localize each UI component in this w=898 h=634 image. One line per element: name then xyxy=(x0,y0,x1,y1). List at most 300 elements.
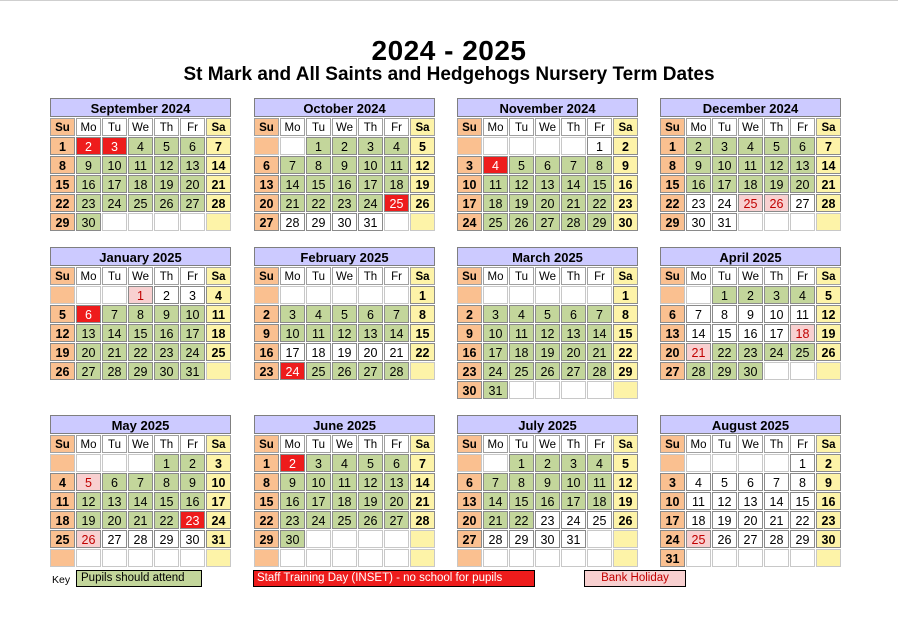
day-header: Fr xyxy=(180,118,205,136)
day-cell: 18 xyxy=(50,511,75,529)
empty-cell xyxy=(587,549,612,567)
day-cell: 23 xyxy=(738,343,763,361)
month-title: April 2025 xyxy=(660,247,841,266)
day-cell: 5 xyxy=(50,305,75,323)
day-cell: 15 xyxy=(254,492,279,510)
day-cell: 23 xyxy=(280,511,305,529)
empty-cell xyxy=(254,137,279,155)
day-header: We xyxy=(332,267,357,285)
day-header: We xyxy=(128,267,153,285)
day-cell: 1 xyxy=(660,137,685,155)
day-cell: 3 xyxy=(102,137,127,155)
month-title: March 2025 xyxy=(457,247,638,266)
day-cell: 29 xyxy=(254,530,279,548)
day-cell: 17 xyxy=(280,343,305,361)
day-cell: 23 xyxy=(154,343,179,361)
day-cell: 10 xyxy=(102,156,127,174)
day-cell: 27 xyxy=(561,362,586,380)
day-header: Tu xyxy=(306,267,331,285)
day-cell: 8 xyxy=(254,473,279,491)
day-header: Tu xyxy=(712,435,737,453)
day-cell: 5 xyxy=(358,454,383,472)
day-cell: 2 xyxy=(332,137,357,155)
day-cell: 25 xyxy=(306,362,331,380)
empty-cell xyxy=(613,381,638,399)
empty-cell xyxy=(712,549,737,567)
day-header: Su xyxy=(457,267,482,285)
day-header: Fr xyxy=(587,267,612,285)
empty-cell xyxy=(764,454,789,472)
day-cell: 28 xyxy=(280,213,305,231)
day-cell: 4 xyxy=(128,137,153,155)
day-cell: 2 xyxy=(280,454,305,472)
day-cell: 29 xyxy=(509,530,534,548)
month-title: November 2024 xyxy=(457,98,638,117)
day-cell: 7 xyxy=(561,156,586,174)
day-cell: 6 xyxy=(738,473,763,491)
day-cell: 26 xyxy=(332,362,357,380)
day-cell: 6 xyxy=(76,305,101,323)
month-title: February 2025 xyxy=(254,247,435,266)
empty-cell xyxy=(738,549,763,567)
day-cell: 22 xyxy=(660,194,685,212)
empty-cell xyxy=(306,530,331,548)
day-cell: 29 xyxy=(790,530,815,548)
empty-cell xyxy=(280,549,305,567)
empty-cell xyxy=(384,530,409,548)
day-header: Su xyxy=(50,267,75,285)
day-cell: 26 xyxy=(764,194,789,212)
day-cell: 14 xyxy=(206,156,231,174)
day-header: Th xyxy=(764,435,789,453)
empty-cell xyxy=(613,530,638,548)
day-header: Fr xyxy=(384,118,409,136)
day-cell: 1 xyxy=(790,454,815,472)
day-cell: 24 xyxy=(180,343,205,361)
day-cell: 10 xyxy=(280,324,305,342)
empty-cell xyxy=(358,286,383,304)
day-cell: 5 xyxy=(154,137,179,155)
day-header: Fr xyxy=(587,118,612,136)
empty-cell xyxy=(535,381,560,399)
day-cell: 1 xyxy=(254,454,279,472)
day-cell: 26 xyxy=(712,530,737,548)
day-cell: 14 xyxy=(384,324,409,342)
empty-cell xyxy=(509,286,534,304)
day-cell: 28 xyxy=(816,194,841,212)
empty-cell xyxy=(332,286,357,304)
day-cell: 20 xyxy=(180,175,205,193)
empty-cell xyxy=(384,286,409,304)
day-header: Mo xyxy=(483,118,508,136)
day-cell: 28 xyxy=(483,530,508,548)
day-cell: 8 xyxy=(410,305,435,323)
day-cell: 5 xyxy=(410,137,435,155)
day-cell: 4 xyxy=(332,454,357,472)
day-cell: 17 xyxy=(457,194,482,212)
day-cell: 16 xyxy=(180,492,205,510)
month-calendar xyxy=(254,415,435,567)
month-grid xyxy=(660,267,841,380)
day-header: Th xyxy=(154,435,179,453)
day-cell: 4 xyxy=(384,137,409,155)
empty-cell xyxy=(410,530,435,548)
day-cell: 27 xyxy=(457,530,482,548)
empty-cell xyxy=(410,549,435,567)
day-cell: 22 xyxy=(50,194,75,212)
day-cell: 15 xyxy=(613,324,638,342)
empty-cell xyxy=(154,549,179,567)
day-cell: 3 xyxy=(561,454,586,472)
month-title: January 2025 xyxy=(50,247,231,266)
day-cell: 27 xyxy=(790,194,815,212)
empty-cell xyxy=(50,549,75,567)
day-cell: 12 xyxy=(764,156,789,174)
day-cell: 22 xyxy=(128,343,153,361)
empty-cell xyxy=(561,381,586,399)
day-cell: 13 xyxy=(384,473,409,491)
day-cell: 31 xyxy=(180,362,205,380)
day-cell: 25 xyxy=(206,343,231,361)
empty-cell xyxy=(509,549,534,567)
empty-cell xyxy=(738,213,763,231)
empty-cell xyxy=(686,286,711,304)
empty-cell xyxy=(457,137,482,155)
day-cell: 8 xyxy=(50,156,75,174)
day-header: We xyxy=(535,118,560,136)
day-cell: 22 xyxy=(587,194,612,212)
day-cell: 13 xyxy=(790,156,815,174)
day-cell: 8 xyxy=(613,305,638,323)
empty-cell xyxy=(816,549,841,567)
month-calendar xyxy=(457,98,638,231)
day-cell: 12 xyxy=(76,492,101,510)
day-header: Mo xyxy=(686,118,711,136)
empty-cell xyxy=(50,286,75,304)
month-calendar xyxy=(457,247,638,399)
empty-cell xyxy=(587,381,612,399)
page-title: 2024 - 2025 xyxy=(371,35,527,66)
day-cell: 15 xyxy=(712,324,737,342)
day-cell: 19 xyxy=(358,492,383,510)
month-calendar xyxy=(50,247,231,380)
day-header: Tu xyxy=(306,435,331,453)
day-header: Fr xyxy=(180,267,205,285)
day-cell: 17 xyxy=(306,492,331,510)
day-cell: 18 xyxy=(509,343,534,361)
day-header: Sa xyxy=(206,267,231,285)
day-header: We xyxy=(738,267,763,285)
day-cell: 21 xyxy=(816,175,841,193)
day-header: We xyxy=(332,118,357,136)
month-grid xyxy=(254,435,435,567)
day-cell: 19 xyxy=(332,343,357,361)
day-header: Tu xyxy=(306,118,331,136)
empty-cell xyxy=(483,549,508,567)
empty-cell xyxy=(206,213,231,231)
day-cell: 23 xyxy=(76,194,101,212)
day-cell: 30 xyxy=(535,530,560,548)
day-cell: 26 xyxy=(410,194,435,212)
day-cell: 14 xyxy=(483,492,508,510)
day-header: We xyxy=(535,267,560,285)
empty-cell xyxy=(102,454,127,472)
day-cell: 24 xyxy=(764,343,789,361)
day-cell: 21 xyxy=(410,492,435,510)
empty-cell xyxy=(509,381,534,399)
day-cell: 11 xyxy=(332,473,357,491)
empty-cell xyxy=(280,286,305,304)
day-cell: 13 xyxy=(102,492,127,510)
day-header: Sa xyxy=(410,267,435,285)
day-header: Mo xyxy=(76,267,101,285)
empty-cell xyxy=(764,549,789,567)
day-cell: 1 xyxy=(306,137,331,155)
empty-cell xyxy=(306,286,331,304)
empty-cell xyxy=(587,286,612,304)
day-cell: 18 xyxy=(206,324,231,342)
day-cell: 21 xyxy=(561,194,586,212)
empty-cell xyxy=(102,213,127,231)
empty-cell xyxy=(76,549,101,567)
day-cell: 15 xyxy=(50,175,75,193)
day-cell: 2 xyxy=(535,454,560,472)
day-cell: 2 xyxy=(738,286,763,304)
day-cell: 12 xyxy=(712,492,737,510)
day-cell: 16 xyxy=(332,175,357,193)
day-cell: 21 xyxy=(483,511,508,529)
day-cell: 25 xyxy=(384,194,409,212)
day-cell: 20 xyxy=(358,343,383,361)
day-cell: 6 xyxy=(561,305,586,323)
day-cell: 7 xyxy=(206,137,231,155)
day-header: Sa xyxy=(410,118,435,136)
day-cell: 18 xyxy=(686,511,711,529)
day-header: Su xyxy=(254,435,279,453)
empty-cell xyxy=(561,286,586,304)
day-cell: 10 xyxy=(561,473,586,491)
empty-cell xyxy=(535,549,560,567)
day-header: Mo xyxy=(280,118,305,136)
empty-cell xyxy=(128,213,153,231)
day-cell: 4 xyxy=(483,156,508,174)
key-staff-training: Staff Training Day (INSET) - no school for pupils xyxy=(253,570,535,587)
day-cell: 5 xyxy=(76,473,101,491)
day-header: We xyxy=(535,435,560,453)
day-cell: 1 xyxy=(509,454,534,472)
day-cell: 8 xyxy=(306,156,331,174)
day-cell: 23 xyxy=(816,511,841,529)
empty-cell xyxy=(254,549,279,567)
day-cell: 7 xyxy=(102,305,127,323)
day-cell: 14 xyxy=(561,175,586,193)
day-cell: 22 xyxy=(254,511,279,529)
day-header: Sa xyxy=(816,118,841,136)
month-calendar xyxy=(50,415,231,567)
day-cell: 25 xyxy=(790,343,815,361)
day-cell: 13 xyxy=(561,324,586,342)
day-cell: 21 xyxy=(280,194,305,212)
day-header: Th xyxy=(764,118,789,136)
day-cell: 13 xyxy=(535,175,560,193)
day-cell: 11 xyxy=(587,473,612,491)
day-header: Fr xyxy=(180,435,205,453)
day-cell: 11 xyxy=(128,156,153,174)
day-cell: 3 xyxy=(358,137,383,155)
month-grid xyxy=(457,267,638,399)
empty-cell xyxy=(410,362,435,380)
day-cell: 20 xyxy=(76,343,101,361)
day-cell: 16 xyxy=(76,175,101,193)
day-cell: 7 xyxy=(764,473,789,491)
day-header: We xyxy=(738,118,763,136)
month-calendar xyxy=(50,98,231,231)
day-cell: 9 xyxy=(686,156,711,174)
day-cell: 12 xyxy=(410,156,435,174)
day-cell: 16 xyxy=(535,492,560,510)
day-header: Sa xyxy=(816,435,841,453)
day-cell: 27 xyxy=(738,530,763,548)
day-cell: 22 xyxy=(790,511,815,529)
day-header: We xyxy=(738,435,763,453)
day-cell: 25 xyxy=(587,511,612,529)
day-header: Mo xyxy=(483,267,508,285)
empty-cell xyxy=(712,454,737,472)
day-cell: 24 xyxy=(712,194,737,212)
empty-cell xyxy=(561,549,586,567)
empty-cell xyxy=(790,549,815,567)
day-cell: 7 xyxy=(483,473,508,491)
day-cell: 15 xyxy=(509,492,534,510)
empty-cell xyxy=(457,286,482,304)
day-cell: 26 xyxy=(613,511,638,529)
day-cell: 9 xyxy=(180,473,205,491)
day-cell: 16 xyxy=(254,343,279,361)
day-cell: 21 xyxy=(686,343,711,361)
empty-cell xyxy=(206,549,231,567)
day-cell: 20 xyxy=(254,194,279,212)
day-cell: 10 xyxy=(206,473,231,491)
day-cell: 9 xyxy=(738,305,763,323)
day-cell: 9 xyxy=(280,473,305,491)
day-cell: 10 xyxy=(660,492,685,510)
day-cell: 17 xyxy=(180,324,205,342)
day-cell: 1 xyxy=(128,286,153,304)
day-cell: 5 xyxy=(509,156,534,174)
day-header: Sa xyxy=(613,435,638,453)
day-header: Th xyxy=(561,435,586,453)
day-cell: 18 xyxy=(587,492,612,510)
day-cell: 25 xyxy=(128,194,153,212)
day-cell: 23 xyxy=(457,362,482,380)
day-cell: 30 xyxy=(457,381,482,399)
day-cell: 17 xyxy=(561,492,586,510)
day-cell: 27 xyxy=(180,194,205,212)
day-cell: 29 xyxy=(306,213,331,231)
day-cell: 11 xyxy=(206,305,231,323)
day-cell: 4 xyxy=(50,473,75,491)
day-cell: 23 xyxy=(686,194,711,212)
day-cell: 27 xyxy=(358,362,383,380)
day-header: Tu xyxy=(102,118,127,136)
day-cell: 6 xyxy=(358,305,383,323)
day-header: Fr xyxy=(790,267,815,285)
day-cell: 20 xyxy=(738,511,763,529)
empty-cell xyxy=(358,530,383,548)
day-cell: 11 xyxy=(384,156,409,174)
day-cell: 18 xyxy=(306,343,331,361)
day-cell: 24 xyxy=(358,194,383,212)
day-cell: 7 xyxy=(280,156,305,174)
day-header: Mo xyxy=(280,435,305,453)
day-cell: 19 xyxy=(154,175,179,193)
month-title: December 2024 xyxy=(660,98,841,117)
day-header: Th xyxy=(358,118,383,136)
day-cell: 31 xyxy=(660,549,685,567)
day-cell: 14 xyxy=(764,492,789,510)
day-cell: 22 xyxy=(410,343,435,361)
empty-cell xyxy=(660,454,685,472)
day-cell: 19 xyxy=(509,194,534,212)
day-cell: 28 xyxy=(384,362,409,380)
month-grid xyxy=(660,435,841,567)
month-grid xyxy=(254,118,435,231)
day-cell: 16 xyxy=(280,492,305,510)
day-cell: 1 xyxy=(50,137,75,155)
day-cell: 24 xyxy=(102,194,127,212)
day-header: Su xyxy=(660,118,685,136)
day-cell: 17 xyxy=(358,175,383,193)
day-cell: 2 xyxy=(254,305,279,323)
day-cell: 30 xyxy=(280,530,305,548)
day-cell: 19 xyxy=(76,511,101,529)
day-header: We xyxy=(128,435,153,453)
day-cell: 17 xyxy=(206,492,231,510)
day-header: Th xyxy=(358,435,383,453)
day-cell: 27 xyxy=(535,213,560,231)
empty-cell xyxy=(76,454,101,472)
day-cell: 18 xyxy=(128,175,153,193)
day-cell: 30 xyxy=(180,530,205,548)
day-header: We xyxy=(128,118,153,136)
day-header: Sa xyxy=(613,118,638,136)
day-cell: 16 xyxy=(457,343,482,361)
day-cell: 11 xyxy=(50,492,75,510)
day-header: Su xyxy=(50,118,75,136)
empty-cell xyxy=(128,549,153,567)
day-header: Fr xyxy=(587,435,612,453)
day-header: Th xyxy=(154,118,179,136)
day-cell: 22 xyxy=(509,511,534,529)
day-cell: 24 xyxy=(306,511,331,529)
empty-cell xyxy=(790,362,815,380)
day-header: Mo xyxy=(686,435,711,453)
day-cell: 19 xyxy=(410,175,435,193)
day-cell: 25 xyxy=(332,511,357,529)
day-cell: 28 xyxy=(686,362,711,380)
day-cell: 21 xyxy=(384,343,409,361)
day-cell: 1 xyxy=(587,137,612,155)
day-cell: 13 xyxy=(254,175,279,193)
day-cell: 27 xyxy=(660,362,685,380)
empty-cell xyxy=(686,549,711,567)
day-cell: 15 xyxy=(128,324,153,342)
empty-cell xyxy=(509,137,534,155)
day-cell: 4 xyxy=(206,286,231,304)
month-title: May 2025 xyxy=(50,415,231,434)
day-cell: 22 xyxy=(154,511,179,529)
empty-cell xyxy=(790,213,815,231)
